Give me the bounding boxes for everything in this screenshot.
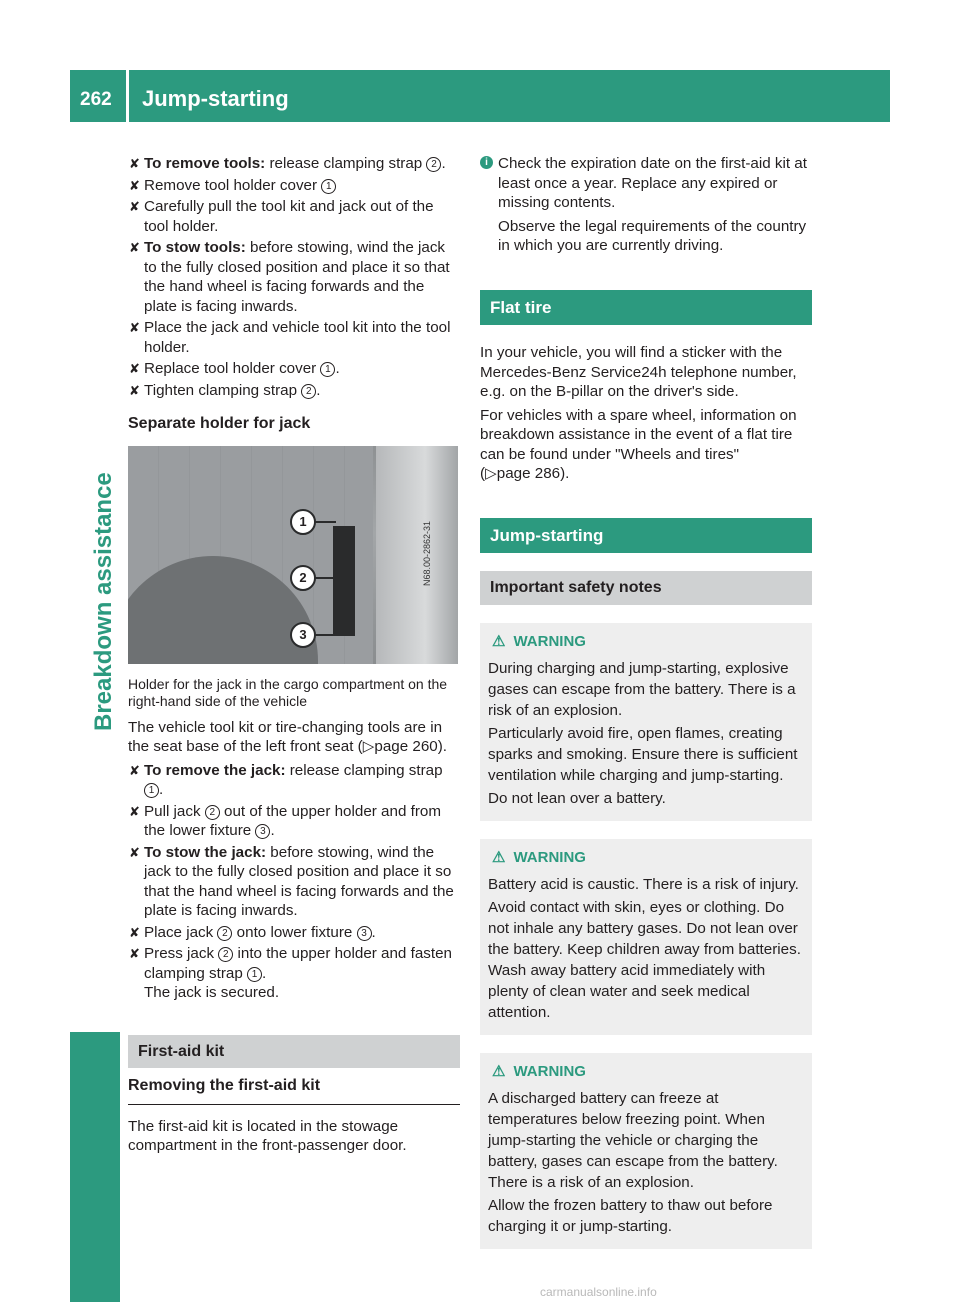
step-arrow-icon: ✘	[129, 320, 140, 335]
warning-text: Allow the frozen battery to thaw out before charging it or jump-starting.	[488, 1196, 773, 1235]
step-arrow-icon: ✘	[129, 240, 140, 255]
page-ref-icon: ▷	[362, 738, 375, 755]
warning-text: Do not lean over a battery.	[488, 789, 666, 807]
step-remove-jack: ✘ To remove the jack: release clamping strap 1 .	[129, 761, 443, 798]
step-arrow-icon: ✘	[129, 361, 140, 376]
figure-jack	[333, 526, 355, 636]
section-important-safety-notes: Important safety notes	[480, 571, 812, 605]
step-arrow-icon: ✘	[129, 803, 140, 819]
step-item: ✘ Remove tool holder cover 1	[128, 176, 460, 196]
paragraph-flat-tire-sticker: In your vehicle, you will find a sticker with the Mercedes-Benz Service24h telephone number, e.g. on the B-pillar on the driver's side.	[480, 344, 797, 400]
step-arrow-icon: ✘	[129, 382, 140, 398]
step-arrow-icon: ✘	[129, 844, 140, 860]
page-ref-icon: ▷	[485, 465, 497, 482]
left-column	[128, 154, 460, 1160]
warning-text: Particularly avoid fire, open flames, creating sparks and smoking. Ensure there is sufficient ventilation while charging and jump-starting.	[488, 724, 798, 784]
step-stow-jack: ✘ To stow the jack: before stowing, wind the jack to the fully closed position and place it so that the hand wheel is facing forwards and the plate is facing inwards.	[129, 843, 454, 919]
step-arrow-icon: ✘	[129, 946, 140, 961]
step-place-jack: ✘ Place jack 2 onto lower fixture 3 .	[129, 923, 376, 941]
subheading-removing-first-aid: Removing the first-aid kit	[128, 1072, 460, 1105]
warning-heading: ⚠ WARNING	[492, 1062, 586, 1080]
page-ref-link[interactable]: page 286).	[496, 465, 570, 482]
callout-number: 2	[205, 805, 220, 820]
warning-box	[480, 623, 812, 821]
callout-number: 2	[217, 926, 232, 941]
figure-code: N68.00-2862-31	[422, 520, 432, 586]
step-item: ✘ Carefully pull the tool kit and jack out of the tool holder.	[129, 198, 434, 235]
callout-number: 2	[301, 384, 316, 399]
step-item: ✘ Tighten clamping strap 2 .	[129, 381, 321, 399]
paragraph-tool-kit: The vehicle tool kit or tire-changing tools are in the seat base of the left front seat (▷page 260).	[128, 718, 448, 755]
warning-box	[480, 1053, 812, 1249]
step-arrow-icon: ✘	[129, 156, 140, 171]
callout-line	[314, 577, 336, 579]
page-number: 262	[80, 89, 112, 110]
warning-triangle-icon: ⚠	[492, 632, 506, 650]
callout-number: 2	[426, 157, 441, 172]
paragraph-flat-tire-spare: For vehicles with a spare wheel, information on breakdown assistance in the event of a flat tire can be found under "Wheels and tires" (▷page 286).	[480, 406, 797, 482]
step-item: ✘ Replace tool holder cover 1 .	[129, 360, 340, 377]
warning-triangle-icon: ⚠	[492, 1062, 506, 1080]
figure-pillar	[376, 446, 458, 664]
step-item: ✘ Place the jack and vehicle tool kit into the tool holder.	[129, 319, 451, 356]
step-arrow-icon: ✘	[129, 924, 140, 940]
section-flat-tire: Flat tire	[480, 290, 812, 326]
step-item: ✘ To remove tools: release clamping strap 2 .	[129, 155, 446, 172]
callout-line	[314, 634, 336, 636]
section-jump-starting: Jump-starting	[480, 518, 812, 554]
info-icon: i	[480, 156, 493, 169]
side-tab	[70, 1032, 120, 1302]
step-pull-jack: ✘ Pull jack 2 out of the upper holder and from the lower fixture 3 .	[129, 802, 441, 839]
callout-number: 3	[255, 824, 270, 839]
warning-text: Avoid contact with skin, eyes or clothing. Do not inhale any battery gases. Do not lean over the battery. Keep children away from batteries. Wash away battery acid immediately with plenty of clean water and seek medical attention.	[488, 898, 801, 1021]
chapter-label: Breakdown assistance	[90, 472, 117, 731]
info-note: i Check the expiration date on the first-aid kit at least once a year. Replace any expired or missing contents. Observe the legal requirements of the country in which you are currently driving.	[480, 154, 812, 256]
warning-box	[480, 839, 812, 1035]
step-arrow-icon: ✘	[129, 762, 140, 778]
subheading-jack-holder: Separate holder for jack	[128, 415, 311, 432]
step-press-jack: ✘ Press jack 2 into the upper holder and fasten clamping strap 1 . The jack is secured.	[129, 945, 452, 1001]
steps-list	[128, 154, 460, 400]
figure-caption: Holder for the jack in the cargo compartment on the right-hand side of the vehicle	[128, 675, 448, 709]
warning-triangle-icon: ⚠	[492, 848, 506, 866]
jack-holder-figure	[128, 446, 458, 664]
warning-text: Battery acid is caustic. There is a risk of injury.	[488, 875, 799, 893]
step-arrow-icon: ✘	[129, 177, 140, 193]
section-first-aid: First-aid kit	[128, 1035, 460, 1069]
step-item: ✘ To stow tools: before stowing, wind the jack to the fully closed position and place it so that the hand wheel is facing forwards and the plate is facing inwards.	[129, 239, 450, 315]
figure-callout-2: 2	[290, 565, 316, 591]
page-title: Jump-starting	[142, 86, 289, 111]
page-ref-link[interactable]: page 260).	[374, 738, 448, 755]
callout-number: 3	[357, 926, 372, 941]
callout-number: 2	[218, 947, 233, 962]
warnings-list	[480, 623, 812, 1249]
callout-number: 1	[321, 179, 336, 194]
warning-text: During charging and jump-starting, explosive gases can escape from the battery. There is a risk of an explosion.	[488, 659, 796, 719]
step-arrow-icon: ✘	[129, 199, 140, 214]
warning-heading: ⚠ WARNING	[492, 632, 586, 650]
right-column	[480, 154, 812, 1267]
figure-callout-3: 3	[290, 622, 316, 648]
callout-number: 1	[320, 362, 335, 377]
callout-number: 1	[144, 783, 159, 798]
paragraph-first-aid: The first-aid kit is located in the stowage compartment in the front-passenger door.	[128, 1117, 407, 1154]
header-divider	[126, 70, 129, 128]
warning-heading: ⚠ WARNING	[492, 848, 586, 866]
warning-text: A discharged battery can freeze at temperatures below freezing point. When jump-starting the vehicle or charging the battery, gases can escape from the battery. There is a risk of an explosion.	[488, 1089, 778, 1191]
callout-line	[314, 521, 336, 523]
step-result: The jack is secured.	[144, 984, 280, 1001]
watermark: carmanualsonline.info	[540, 1285, 657, 1299]
figure-callout-1: 1	[290, 509, 316, 535]
callout-number: 1	[247, 967, 262, 982]
